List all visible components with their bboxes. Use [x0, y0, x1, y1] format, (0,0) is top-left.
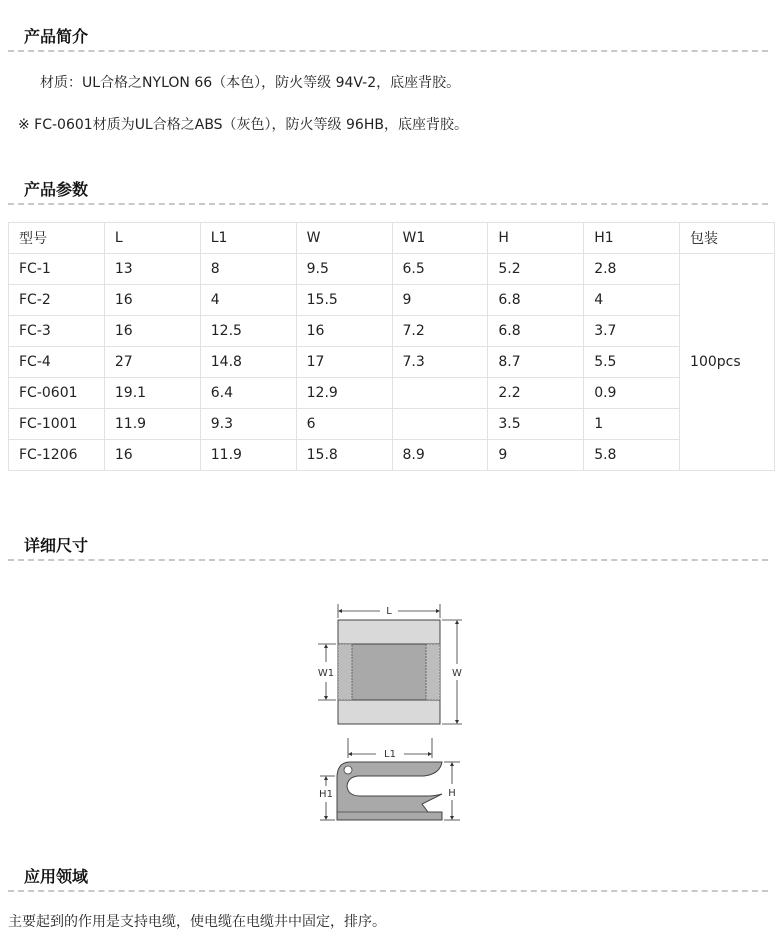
label-H1: H1 [319, 789, 333, 800]
table-cell: FC-2 [9, 285, 105, 316]
table-cell: 2.8 [584, 254, 680, 285]
table-cell: 3.5 [488, 409, 584, 440]
table-cell: 0.9 [584, 378, 680, 409]
dimension-diagram [300, 598, 480, 838]
table-cell: FC-4 [9, 347, 105, 378]
table-cell: FC-1001 [9, 409, 105, 440]
table-cell: 17 [296, 347, 392, 378]
table-cell: 8.7 [488, 347, 584, 378]
label-H: H [448, 788, 456, 799]
table-cell: 4 [200, 285, 296, 316]
table-cell: 15.8 [296, 440, 392, 471]
table-cell: 19.1 [104, 378, 200, 409]
application-text: 主要起到的作用是支持电缆，使电缆在电缆井中固定，排序。 [8, 914, 386, 930]
material-text: 材质：UL合格之NYLON 66（本色），防火等级 94V-2，底座背胶。 [40, 75, 461, 91]
header-cell: H1 [584, 223, 680, 254]
table-cell: FC-1206 [9, 440, 105, 471]
table-cell: 7.2 [392, 316, 488, 347]
section-title-application: 应用领域 [8, 866, 768, 892]
top-view-drawing [318, 604, 462, 724]
table-cell: 2.2 [488, 378, 584, 409]
table-cell: 12.5 [200, 316, 296, 347]
table-cell: 16 [104, 285, 200, 316]
table-cell: 13 [104, 254, 200, 285]
table-cell: 7.3 [392, 347, 488, 378]
table-cell: 5.2 [488, 254, 584, 285]
table-cell: 16 [104, 316, 200, 347]
table-row [9, 409, 775, 440]
table-cell: 6 [296, 409, 392, 440]
section-title-dimensions: 详细尺寸 [8, 535, 768, 561]
table-cell: 6.8 [488, 316, 584, 347]
table-cell: 6.4 [200, 378, 296, 409]
table-cell: 9.3 [200, 409, 296, 440]
params-table [8, 222, 775, 471]
table-cell: 3.7 [584, 316, 680, 347]
header-cell: 包装 [680, 223, 775, 254]
table-row [9, 347, 775, 378]
table-cell [392, 378, 488, 409]
table-cell [392, 409, 488, 440]
table-cell: 9.5 [296, 254, 392, 285]
table-cell: 5.8 [584, 440, 680, 471]
table-cell: FC-3 [9, 316, 105, 347]
table-row [9, 254, 775, 285]
table-cell: FC-0601 [9, 378, 105, 409]
label-L1: L1 [384, 749, 396, 760]
table-cell: 9 [488, 440, 584, 471]
section-title-intro: 产品简介 [8, 26, 768, 52]
section-title-params: 产品参数 [8, 179, 768, 205]
table-cell: 11.9 [104, 409, 200, 440]
table-cell: 4 [584, 285, 680, 316]
table-header-row [9, 223, 775, 254]
packaging-cell: 100pcs [680, 254, 775, 471]
table-cell: 9 [392, 285, 488, 316]
table-row [9, 285, 775, 316]
header-cell: W [296, 223, 392, 254]
table-cell: 15.5 [296, 285, 392, 316]
table-cell: 16 [296, 316, 392, 347]
table-row [9, 440, 775, 471]
label-L: L [386, 606, 392, 617]
table-cell: 1 [584, 409, 680, 440]
header-cell: H [488, 223, 584, 254]
table-cell: 5.5 [584, 347, 680, 378]
table-row [9, 378, 775, 409]
table-cell: 8 [200, 254, 296, 285]
header-cell: W1 [392, 223, 488, 254]
header-cell: 型号 [9, 223, 105, 254]
table-cell: 14.8 [200, 347, 296, 378]
table-cell: 16 [104, 440, 200, 471]
table-cell: 6.5 [392, 254, 488, 285]
table-cell: 11.9 [200, 440, 296, 471]
label-W: W [452, 668, 462, 679]
header-cell: L1 [200, 223, 296, 254]
header-cell: L [104, 223, 200, 254]
label-W1: W1 [317, 668, 335, 679]
table-cell: 6.8 [488, 285, 584, 316]
table-cell: FC-1 [9, 254, 105, 285]
table-cell: 8.9 [392, 440, 488, 471]
table-cell: 27 [104, 347, 200, 378]
material-note-text: ※ FC-0601材质为UL合格之ABS（灰色），防火等级 96HB，底座背胶。 [18, 117, 468, 133]
table-cell: 12.9 [296, 378, 392, 409]
table-row [9, 316, 775, 347]
